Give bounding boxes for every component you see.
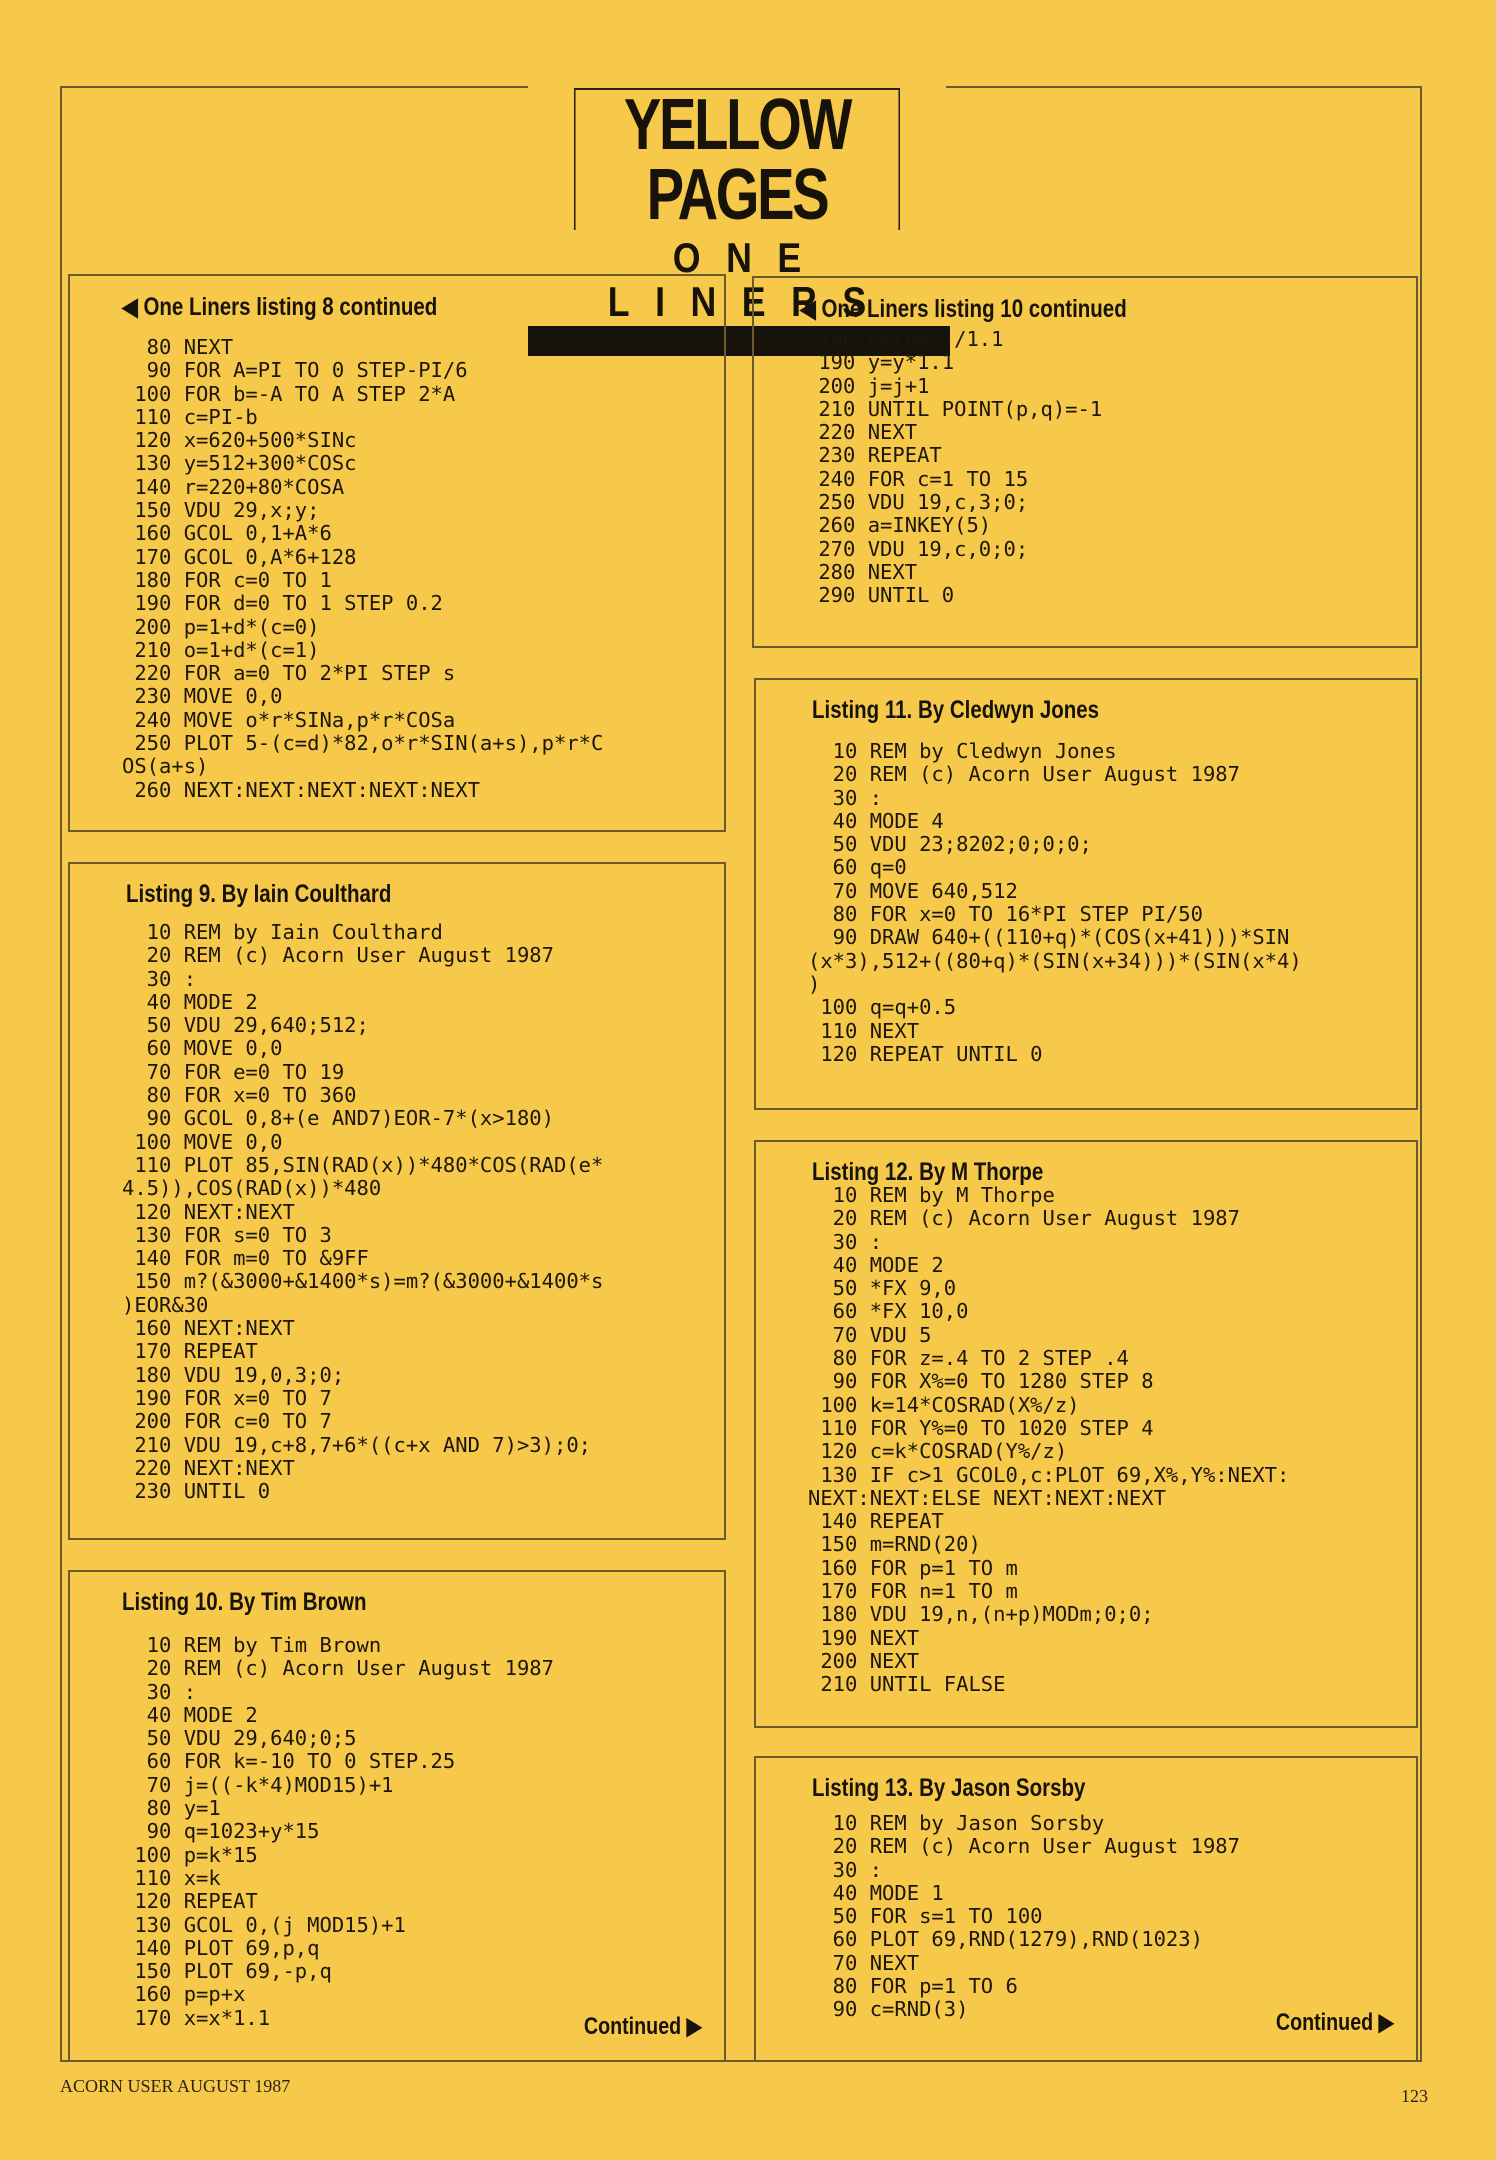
- section-title: YELLOW PAGES: [574, 88, 900, 230]
- listing-13-box: [754, 1756, 1418, 2062]
- listing-10-code: 10 REM by Tim Brown 20 REM (c) Acorn User August 1987 30 : 40 MODE 2 50 VDU 29,640;0;5 60 FOR k=-10 TO 0 STEP.25 70 j=((-k*4)MOD15)+1 80 y=1 90 q=1023+y*15 100 p=k*15 110 x=k 120 REPEAT 130 GCOL 0,(j MOD15)+1 140 PLOT 69,p,q 150 PLOT 69,-p,q 160 p=p+x 170 x=x*1.1: [134, 1633, 554, 2030]
- listing-10-continued-code: 180 q=(q+y)/1.1 190 y=y*1.1 200 j=j+1 210 UNTIL POINT(p,q)=-1 220 NEXT 230 REPEAT 240 FOR c=1 TO 15 250 VDU 19,c,3;0; 260 a=INKEY(5) 270 VDU 19,c,0;0; 280 NEXT 290 UNTIL 0: [818, 327, 1103, 608]
- listing-8-continued-box: [68, 274, 726, 832]
- listing-11-box: [754, 678, 1418, 1110]
- masthead: [528, 84, 946, 325]
- listing-8-continued-code: 80 NEXT 90 FOR A=PI TO 0 STEP-PI/6 100 FOR b=-A TO A STEP 2*A 110 c=PI-b 120 x=620+500*SINc 130 y=512+300*COSc 140 r=220+80*COSA 150 VDU 29,x;y; 160 GCOL 0,1+A*6 170 GCOL 0,A*6+128 180 FOR c=0 TO 1 190 FOR d=0 TO 1 STEP 0.2 200 p=1+d*(c=0) 210 o=1+d*(c=1) 220 FOR a=0 TO 2*PI STEP s 230 MOVE 0,0 240 MOVE o*r*SINa,p*r*COSa 250 PLOT 5-(c=d)*82,o*r*SIN(a+s),p*r*C OS(a+s) 260 NEXT:NEXT:NEXT:NEXT:NEXT: [122, 335, 604, 802]
- listing-9-title: Listing 9. By Iain Coulthard: [126, 880, 392, 908]
- page-number: 123: [1401, 2086, 1428, 2106]
- section-subtitle: ONE LINERS: [607, 234, 892, 325]
- listing-8-continued-title: ◀ One Liners listing 8 continued: [122, 293, 438, 321]
- listing-10-continued-title: ◀ One Liners listing 10 continued: [800, 295, 1127, 323]
- listing-12-box: [754, 1140, 1418, 1728]
- listing-10-continued-label: Continued ▶: [584, 2013, 702, 2040]
- listing-12-title: Listing 12. By M Thorpe: [812, 1158, 1044, 1186]
- listing-13-title: Listing 13. By Jason Sorsby: [812, 1774, 1086, 1802]
- listing-13-code: 10 REM by Jason Sorsby 20 REM (c) Acorn User August 1987 30 : 40 MODE 1 50 FOR s=1 TO 100 60 PLOT 69,RND(1279),RND(1023) 70 NEXT 80 FOR p=1 TO 6 90 c=RND(3): [832, 1811, 1240, 2022]
- listing-12-code: 10 REM by M Thorpe 20 REM (c) Acorn User August 1987 30 : 40 MODE 2 50 *FX 9,0 60 *FX 10,0 70 VDU 5 80 FOR z=.4 TO 2 STEP .4 90 FOR X%=0 TO 1280 STEP 8 100 k=14*COSRAD(X%/z) 110 FOR Y%=0 TO 1020 STEP 4 120 c=k*COSRAD(Y%/z) 130 IF c>1 GCOL0,c:PLOT 69,X%,Y%:NEXT: NEXT:NEXT:ELSE NEXT:NEXT:NEXT 140 REPEAT 150 m=RND(20) 160 FOR p=1 TO m 170 FOR n=1 TO m 180 VDU 19,n,(n+p)MODm;0;0; 190 NEXT 200 NEXT 210 UNTIL FALSE: [808, 1183, 1290, 1697]
- listing-11-code: 10 REM by Cledwyn Jones 20 REM (c) Acorn User August 1987 30 : 40 MODE 4 50 VDU 23;8202;0;0;0; 60 q=0 70 MOVE 640,512 80 FOR x=0 TO 16*PI STEP PI/50 90 DRAW 640+((110+q)*(COS(x+41)))*SIN (x*3),512+((80+q)*(SIN(x+34)))*(SIN(x*4) ) 100 q=q+0.5 110 NEXT 120 REPEAT UNTIL 0: [808, 739, 1302, 1066]
- listing-9-code: 10 REM by Iain Coulthard 20 REM (c) Acorn User August 1987 30 : 40 MODE 2 50 VDU 29,640;512; 60 MOVE 0,0 70 FOR e=0 TO 19 80 FOR x=0 TO 360 90 GCOL 0,8+(e AND7)EOR-7*(x>180) 100 MOVE 0,0 110 PLOT 85,SIN(RAD(x))*480*COS(RAD(e* 4.5)),COS(RAD(x))*480 120 NEXT:NEXT 130 FOR s=0 TO 3 140 FOR m=0 TO &9FF 150 m?(&3000+&1400*s)=m?(&3000+&1400*s )EOR&30 160 NEXT:NEXT 170 REPEAT 180 VDU 19,0,3;0; 190 FOR x=0 TO 7 200 FOR c=0 TO 7 210 VDU 19,c+8,7+6*((c+x AND 7)>3);0; 220 NEXT:NEXT 230 UNTIL 0: [122, 920, 604, 1504]
- listing-10-continued-box: [752, 276, 1418, 648]
- listing-13-continued-label: Continued ▶: [1276, 2009, 1394, 2036]
- listing-9-box: [68, 862, 726, 1540]
- listing-11-title: Listing 11. By Cledwyn Jones: [812, 696, 1100, 724]
- listing-10-box: [68, 1570, 726, 2062]
- magazine-footer: ACORN USER AUGUST 1987: [60, 2076, 291, 2096]
- listing-10-title: Listing 10. By Tim Brown: [122, 1588, 367, 1616]
